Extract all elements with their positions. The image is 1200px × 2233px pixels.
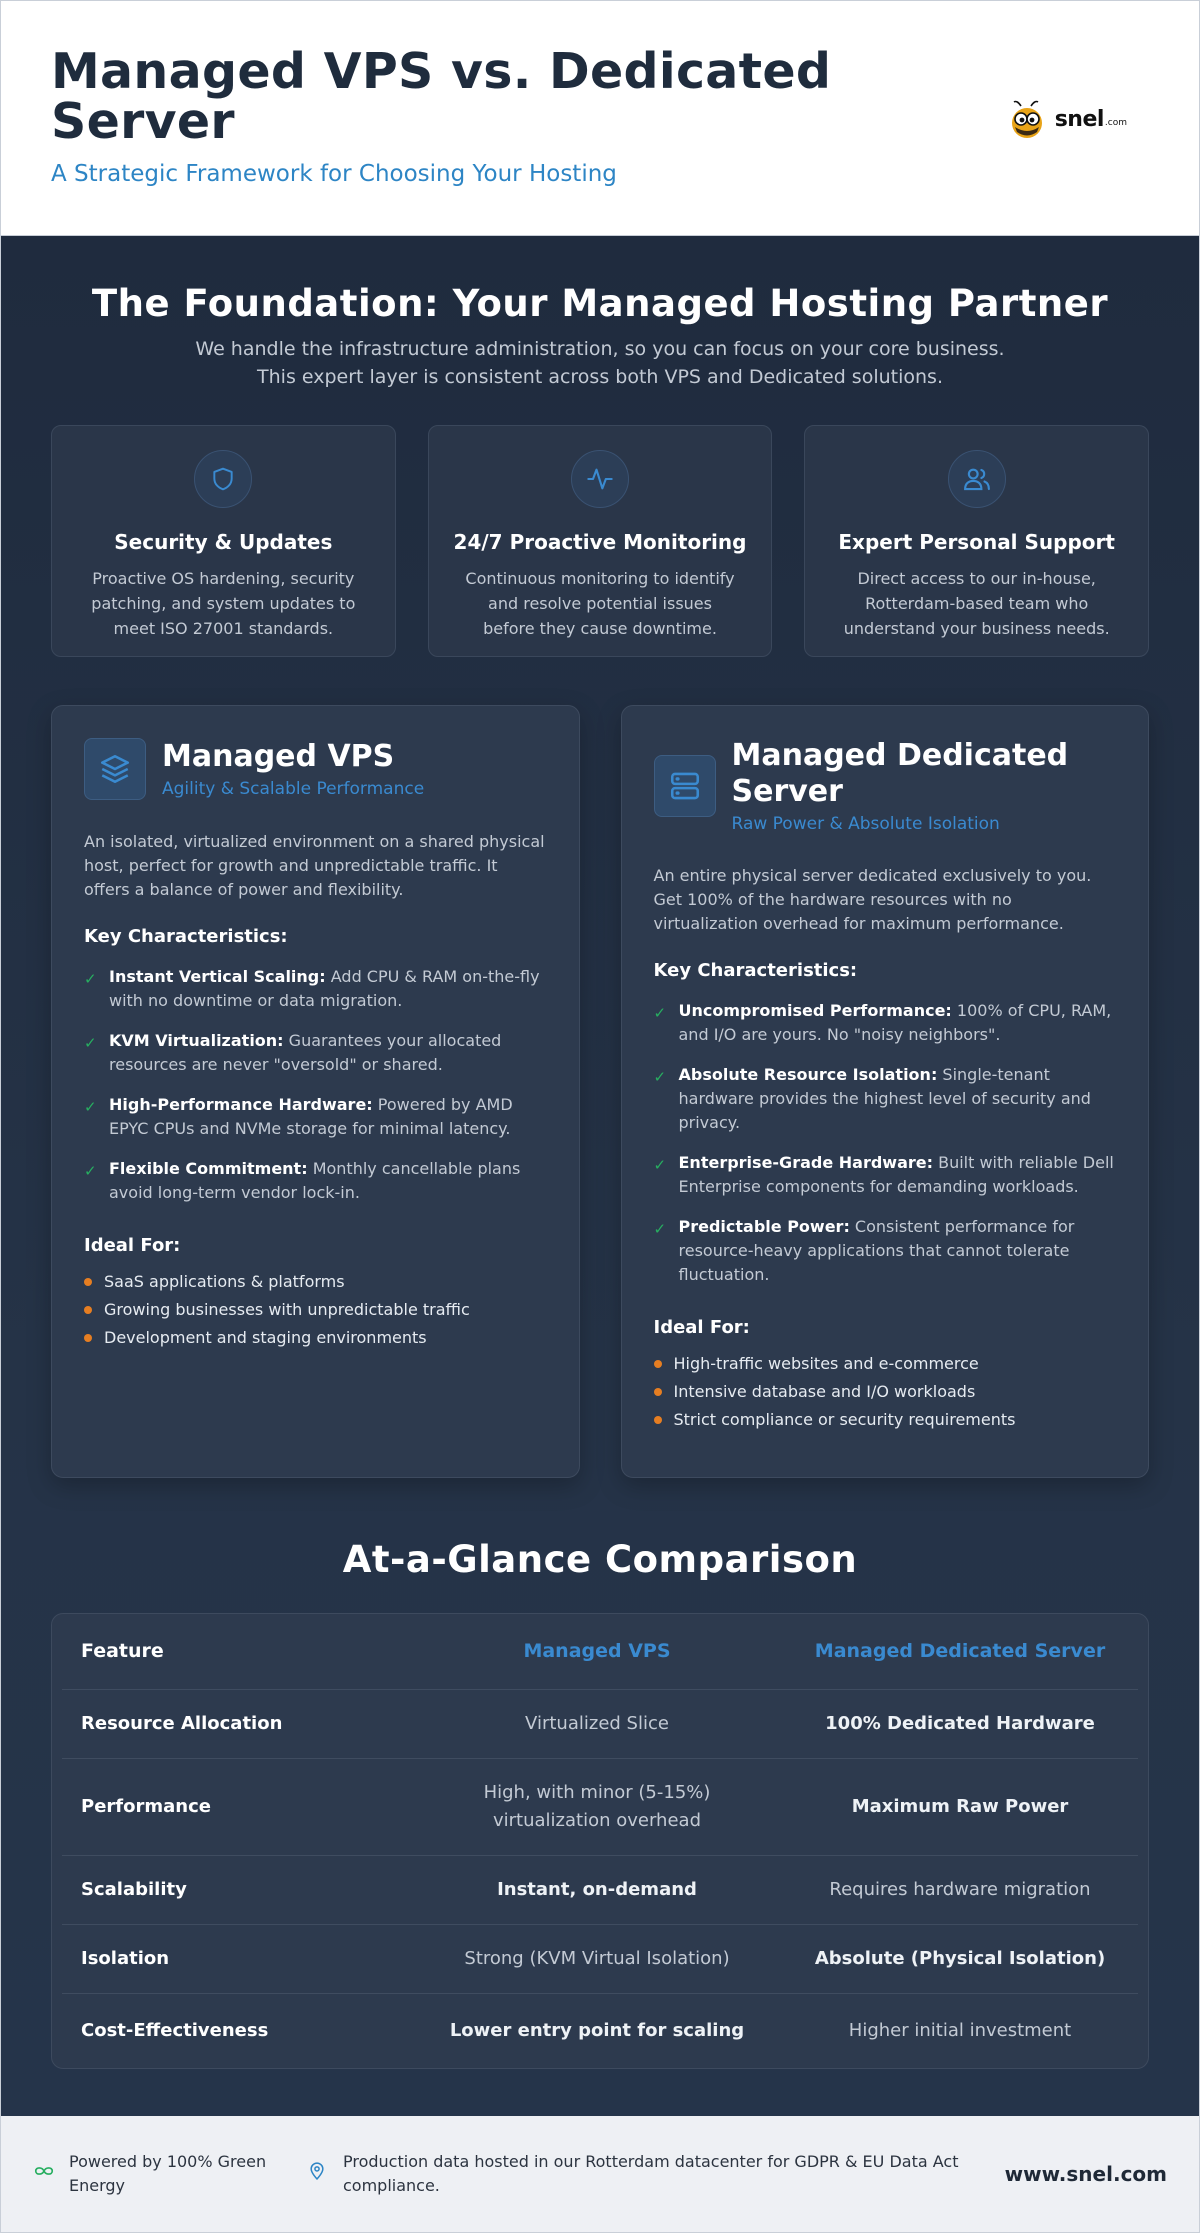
bullet-icon [654, 1416, 662, 1424]
table-row [62, 1758, 1138, 1855]
table-header-row [62, 1614, 1138, 1689]
foundation-title: The Foundation: Your Managed Hosting Partner [91, 282, 1109, 325]
list-item [84, 1157, 547, 1205]
bullet-icon [654, 1360, 662, 1368]
logo-text: snel [1054, 106, 1104, 132]
map-pin-icon [307, 2160, 329, 2189]
list-item [654, 999, 1117, 1047]
table-row [62, 1689, 1138, 1758]
column-header-dedicated: Managed Dedicated Server [782, 1614, 1138, 1689]
footer-location [307, 2150, 967, 2198]
footer-location-text: Production data hosted in our Rotterdam datacenter for GDPR & EU Data Act compliance. [343, 2152, 959, 2195]
ideal-item: High-traffic websites and e-commerce [673, 1354, 979, 1373]
check-icon: ✓ [653, 1156, 667, 1174]
ideal-item: Strict compliance or security requirements [673, 1410, 1016, 1429]
row-vps-value: Strong (KVM Virtual Isolation) [412, 1924, 782, 1993]
plan-titles [162, 739, 424, 799]
page-title: Managed VPS vs. Dedicated Server [51, 43, 832, 150]
footer-green-energy [33, 2150, 283, 2198]
list-item [84, 1029, 547, 1077]
layers-icon [84, 738, 146, 800]
row-dedicated-value: Absolute (Physical Isolation) [782, 1924, 1138, 1993]
feature-card-support [804, 425, 1149, 657]
check-icon: ✓ [84, 1034, 97, 1052]
feature-card-title: 24/7 Proactive Monitoring [453, 530, 747, 554]
check-icon: ✓ [653, 1068, 667, 1086]
row-dedicated-value: Higher initial investment [848, 2019, 1072, 2041]
plan-cards [1, 705, 1199, 1478]
column-header-feature: Feature [62, 1614, 412, 1689]
check-icon: ✓ [84, 1162, 97, 1180]
table-row [62, 1993, 1138, 2068]
row-vps-value: Instant, on-demand [412, 1855, 782, 1924]
characteristic-text: Guarantees your allocated resources are never "oversold" or shared. [109, 1031, 502, 1074]
comparison-title: At-a-Glance Comparison [342, 1538, 858, 1581]
ideal-item: Intensive database and I/O workloads [673, 1382, 976, 1401]
row-feature: Performance [62, 1758, 412, 1855]
row-vps-value: High, with minor (5-15%) virtualization overhead [412, 1758, 782, 1855]
ideal-item: SaaS applications & platforms [104, 1272, 345, 1291]
row-dedicated-value: Maximum Raw Power [782, 1758, 1138, 1855]
characteristics-list [84, 965, 547, 1205]
feature-card-desc: Proactive OS hardening, security patching, and system updates to meet ISO 27001 standards. [91, 569, 356, 638]
column-header-vps: Managed VPS [412, 1614, 782, 1689]
list-item [654, 1350, 1117, 1378]
characteristic-text: Single-tenant hardware provides the highest level of security and privacy. [678, 1065, 1091, 1132]
row-vps-value: Virtualized Slice [412, 1689, 782, 1758]
plan-tagline: Agility & Scalable Performance [162, 779, 425, 799]
characteristic-text: 100% of CPU, RAM, and I/O are yours. No "noisy neighbors". [678, 1001, 1112, 1044]
characteristic-label: Instant Vertical Scaling: [109, 967, 326, 986]
footer-green-text: Powered by 100% Green Energy [69, 2152, 267, 2195]
leaf-icon [33, 2162, 55, 2186]
list-item [84, 1296, 547, 1324]
activity-icon [571, 450, 629, 508]
list-item [654, 1406, 1117, 1434]
row-dedicated-value: 100% Dedicated Hardware [782, 1689, 1138, 1758]
ideal-list [84, 1268, 547, 1352]
bullet-icon [84, 1278, 92, 1286]
list-item [654, 1151, 1117, 1199]
ideal-list [654, 1350, 1117, 1434]
characteristic-label: Absolute Resource Isolation: [678, 1065, 938, 1084]
characteristics-heading: Key Characteristics: [84, 926, 288, 947]
server-icon [654, 755, 716, 817]
characteristic-label: Flexible Commitment: [109, 1159, 308, 1178]
foundation-line-1: We handle the infrastructure administration, so you can focus on your core business. [195, 338, 1005, 360]
shield-icon [194, 450, 252, 508]
bullet-icon [84, 1334, 92, 1342]
characteristic-text: Add CPU & RAM on-the-fly with no downtime or data migration. [109, 967, 540, 1010]
plan-title: Managed VPS [162, 739, 395, 774]
list-item [84, 965, 547, 1013]
list-item [84, 1268, 547, 1296]
foundation-section [1, 236, 1199, 657]
characteristic-label: Predictable Power: [678, 1217, 850, 1236]
plan-tagline: Raw Power & Absolute Isolation [731, 814, 1000, 834]
plan-title: Managed Dedicated Server [731, 738, 1069, 809]
characteristic-label: KVM Virtualization: [109, 1031, 284, 1050]
snel-logo[interactable] [1007, 97, 1127, 141]
row-feature: Cost-Effectiveness [81, 2019, 269, 2041]
foundation-intro [1, 335, 1199, 391]
plan-header [84, 738, 547, 800]
check-icon: ✓ [84, 970, 97, 988]
footer-website-link[interactable]: www.snel.com [1004, 2162, 1167, 2186]
page-subtitle: A Strategic Framework for Choosing Your Hosting [51, 161, 617, 187]
bee-mascot-icon [1007, 97, 1051, 141]
plan-card-vps [51, 705, 580, 1478]
feature-card-title: Expert Personal Support [838, 530, 1115, 554]
foundation-line-2: This expert layer is consistent across both VPS and Dedicated solutions. [257, 366, 943, 388]
plan-description: An entire physical server dedicated exclusively to you. Get 100% of the hardware resources with no virtualization overhead for maximum performance. [653, 866, 1092, 933]
list-item [84, 1324, 547, 1352]
plan-titles [732, 738, 1117, 834]
list-item [654, 1215, 1117, 1287]
main-content [1, 236, 1199, 2116]
list-item [654, 1063, 1117, 1135]
plan-header [654, 738, 1117, 834]
feature-cards [1, 425, 1199, 657]
check-icon: ✓ [84, 1098, 97, 1116]
feature-card-desc: Continuous monitoring to identify and resolve potential issues before they cause downtime. [465, 569, 735, 638]
ideal-heading: Ideal For: [653, 1317, 750, 1338]
footer [1, 2116, 1199, 2232]
users-icon [948, 450, 1006, 508]
header [1, 1, 1199, 236]
characteristic-text: Powered by AMD EPYC CPUs and NVMe storage for minimal latency. [109, 1095, 513, 1138]
characteristic-label: High-Performance Hardware: [109, 1095, 373, 1114]
characteristic-text: Consistent performance for resource-heavy applications that cannot tolerate fluctuation. [678, 1217, 1075, 1284]
row-feature: Isolation [62, 1924, 412, 1993]
comparison-table-wrapper [51, 1613, 1149, 2069]
plan-card-dedicated [621, 705, 1150, 1478]
row-vps-value: Lower entry point for scaling [449, 2019, 745, 2041]
row-feature: Scalability [62, 1855, 412, 1924]
comparison-table [62, 1614, 1138, 2068]
bullet-icon [84, 1306, 92, 1314]
ideal-item: Development and staging environments [104, 1328, 427, 1347]
list-item [84, 1093, 547, 1141]
row-dedicated-value: Requires hardware migration [782, 1855, 1138, 1924]
characteristic-text: Built with reliable Dell Enterprise components for demanding workloads. [678, 1153, 1114, 1196]
ideal-heading: Ideal For: [84, 1235, 181, 1256]
feature-card-title: Security & Updates [114, 530, 333, 554]
characteristic-text: Monthly cancellable plans avoid long-term vendor lock-in. [109, 1159, 521, 1202]
logo-suffix: .com [1104, 118, 1127, 128]
table-row [62, 1855, 1138, 1924]
feature-card-monitoring [428, 425, 773, 657]
row-feature: Resource Allocation [62, 1689, 412, 1758]
characteristic-label: Enterprise-Grade Hardware: [678, 1153, 933, 1172]
check-icon: ✓ [653, 1004, 667, 1022]
characteristic-label: Uncompromised Performance: [678, 1001, 952, 1020]
bullet-icon [654, 1388, 662, 1396]
list-item [654, 1378, 1117, 1406]
feature-card-desc: Direct access to our in-house, Rotterdam-based team who understand your business needs. [843, 569, 1110, 638]
feature-card-security [51, 425, 396, 657]
table-row [62, 1924, 1138, 1993]
check-icon: ✓ [653, 1220, 667, 1238]
comparison-section [1, 1538, 1199, 2069]
plan-description: An isolated, virtualized environment on a shared physical host, perfect for growth and unpredictable traffic. It offers a balance of power and flexibility. [84, 832, 545, 899]
characteristics-list [654, 999, 1117, 1287]
ideal-item: Growing businesses with unpredictable traffic [104, 1300, 470, 1319]
characteristics-heading: Key Characteristics: [653, 960, 858, 981]
